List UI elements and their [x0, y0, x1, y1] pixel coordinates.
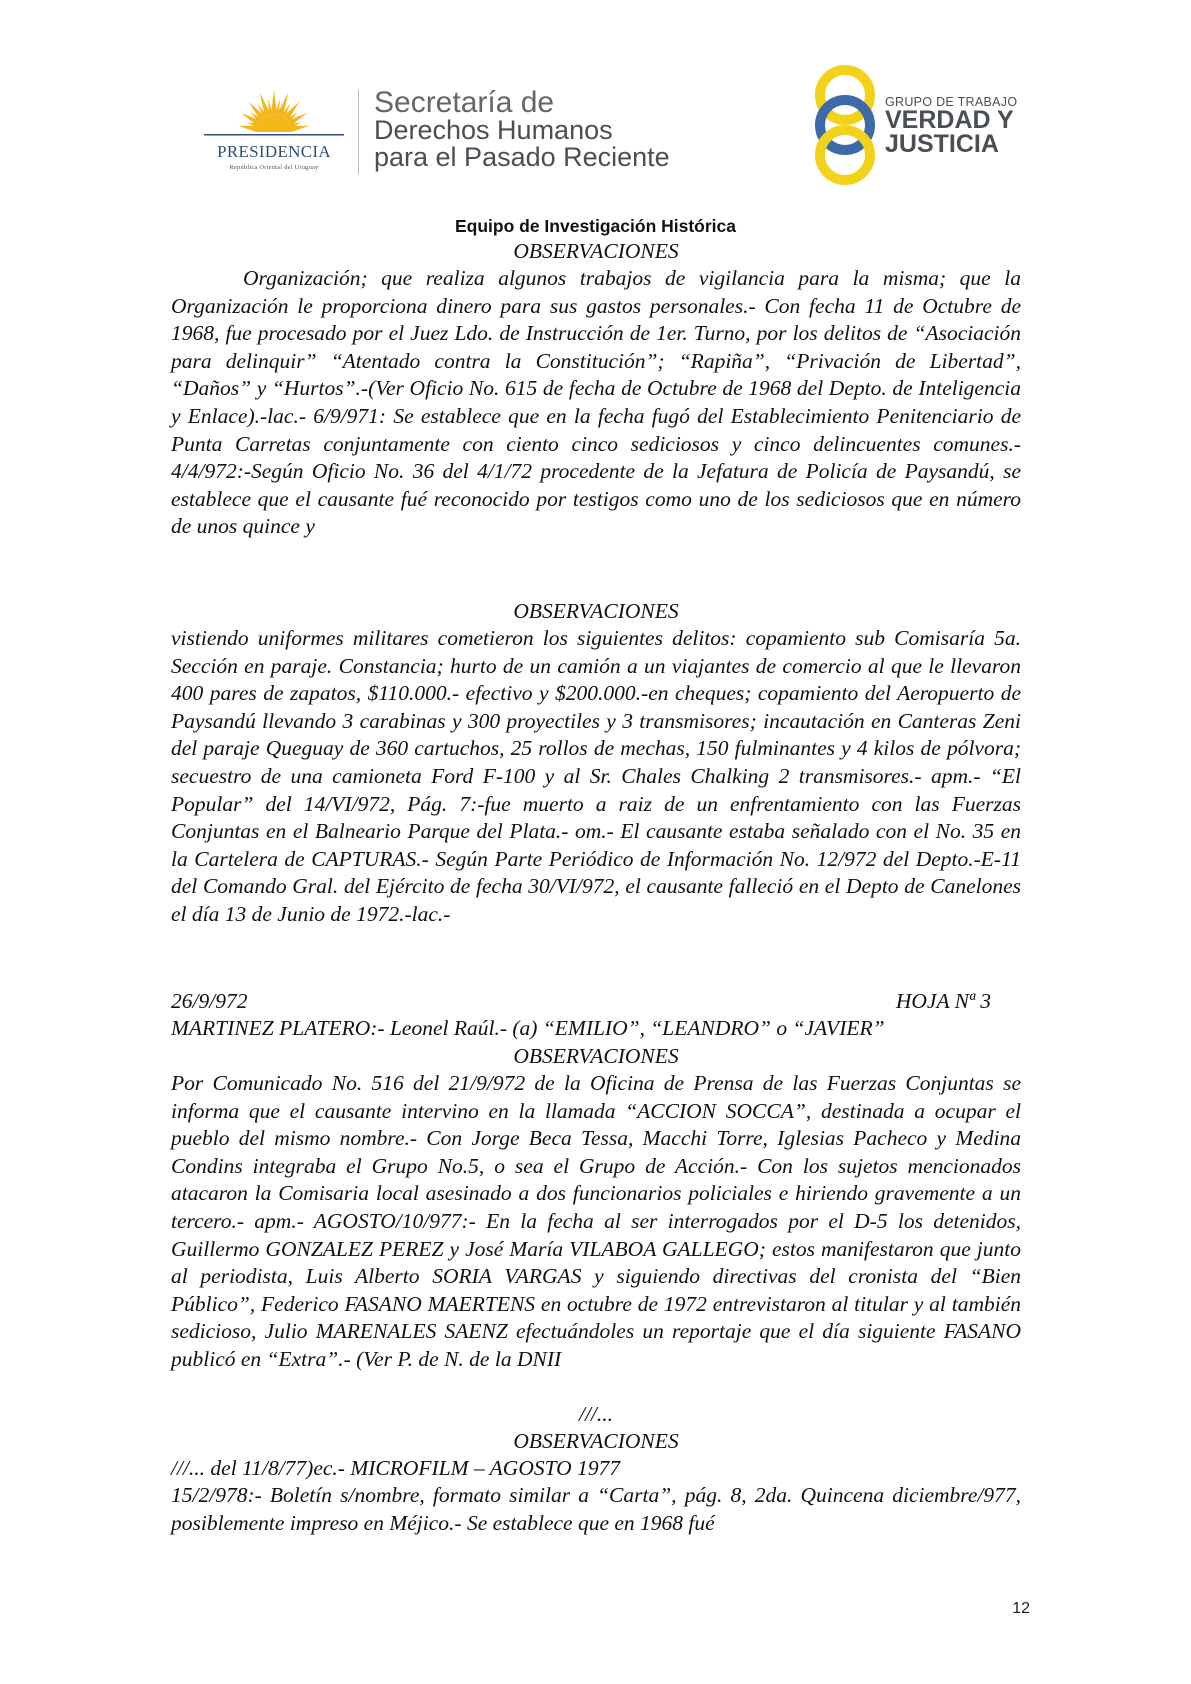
subject-name: MARTINEZ PLATERO:- Leonel Raúl.- (a) “EMILIO”, “LEANDRO” o “JAVIER”	[171, 1016, 885, 1040]
paragraph-2: vistiendo uniformes militares cometieron los siguientes delitos: copamiento sub Comisaría 5a. Sección en paraje. Constancia; hurto de un camión a un viajantes de comercio al que le llevaron 400 pares de zapatos, $110.000.- efectivo y $200.000.-en cheques; copamiento del Aeropuerto de Paysandú llevando 3 carabinas y 300 proyectiles y 3 transmisores; incautación en Canteras Zeni del paraje Queguay de 360 cartuchos, 25 rollos de mechas, 150 fulminantes y 4 kilos de pólvora; secuestro de una camioneta Ford F-100 y al Sr. Chales Chalking 2 transmisores.- apm.- “El Popular” del 14/VI/972, Pág. 7:-fue muerto a raiz de un enfrentamiento con las Fuerzas Conjuntas en el Balneario Parque del Plata.- om.- El causante estaba señalado con el No. 35 en la Cartelera de CAPTURAS.- Según Parte Periódico de Información No. 12/972 del Depto.-E-11 del Comando Gral. del Ejército de fecha 30/VI/972, el causante falleció en el Depto de Canelones el día 13 de Junio de 1972.-lac.-	[171, 626, 1021, 926]
gt-title-line-2: JUSTICIA	[885, 130, 999, 158]
sun-icon	[198, 82, 350, 142]
section-heading-1: OBSERVACIONES	[513, 239, 679, 263]
continuation-line: ///... del 11/8/77)ec.- MICROFILM – AGOSTO 1977	[171, 1456, 621, 1480]
paragraph-1: Organización; que realiza algunos trabajos de vigilancia para la misma; que la Organización le proporciona dinero para sus gastos personales.- Con fecha 11 de Octubre de 1968, fue procesado por el Juez Ldo. de Instrucción de 1er. Turno, por los delitos de “Asociación para delinquir” “Atentado contra la Constitución”; “Rapiña”, “Privación de Libertad”, “Daños” y “Hurtos”.-(Ver Oficio No. 615 de fecha de Octubre de 1968 del Depto. de Inteligencia y Enlace).-lac.- 6/9/971: Se establece que en la fecha fugó del Establecimiento Penitenciario de Punta Carretas conjuntamente con ciento cinco sediciosos y cinco delincuentes comunes.- 4/4/972:-Según Oficio No. 36 del 4/1/72 procedente de la Jefatura de Policía de Paysandú, se establece que el causante fué reconocido por testigos como uno de los sediciosos que en número de unos quince y	[171, 266, 1021, 539]
section-heading-4: OBSERVACIONES	[513, 1429, 679, 1453]
sheet-number: HOJA Nª 3	[895, 989, 991, 1013]
paragraph-3: Por Comunicado No. 516 del 21/9/972 de la Oficina de Prensa de las Fuerzas Conjuntas se informa que el causante intervino en la llamada “ACCION SOCCA”, destinada a ocupar el pueblo del mismo nombre.- Con Jorge Beca Tessa, Macchi Torre, Iglesias Pacheco y Medina Condins integraba el Grupo No.5, o sea el Grupo de Acción.- Con los sujetos mencionados atacaron la Comisaria local asesinado a dos funcionarios policiales e hiriendo gravemente a un tercero.- apm.- AGOSTO/10/977:- En la fecha al ser interrogados por el D-5 los detenidos, Guillermo GONZALEZ PEREZ y José María VILABOA GALLEGO; estos manifestaron que junto al periodista, Luis Alberto SORIA VARGAS y siguiendo directivas del cronista del “Bien Público”, Federico FASANO MAERTENS en octubre de 1972 entrevistaron al titular y al también sedicioso, Julio MARENALES SAENZ efectuándoles un reportaje que el día siguiente FASANO publicó en “Extra”.- (Ver P. de N. de la DNII	[171, 1071, 1021, 1371]
presidencia-label: PRESIDENCIA	[217, 142, 331, 161]
page-number: 12	[1012, 1600, 1030, 1617]
section-heading-3: OBSERVACIONES	[513, 1044, 679, 1068]
entry-date: 26/9/972	[171, 989, 248, 1013]
gt-title-line-1: VERDAD Y	[885, 106, 1014, 134]
verdad-justicia-logo	[805, 60, 1025, 190]
gt-subtitle: GRUPO DE TRABAJO	[885, 95, 1018, 109]
presidencia-logo	[198, 82, 350, 178]
secretaria-title	[374, 88, 670, 171]
paragraph-4: 15/2/978:- Boletín s/nombre, formato similar a “Carta”, pág. 8, 2da. Quincena diciembre/977, posiblemente impreso en Méjico.- Se establece que en 1968 fué	[171, 1483, 1021, 1535]
section-heading-2: OBSERVACIONES	[513, 599, 679, 623]
date-row	[171, 988, 991, 1016]
presidencia-subtitle: República Oriental del Uruguay	[229, 164, 319, 171]
rings-icon	[805, 60, 885, 190]
secretaria-line-2: Derechos Humanos	[374, 115, 613, 145]
continuation-mark: ///...	[578, 1402, 614, 1426]
secretaria-line-1: Secretaría de	[374, 86, 555, 119]
team-heading: Equipo de Investigación Histórica	[454, 216, 737, 236]
header-divider	[358, 90, 359, 174]
secretaria-line-3: para el Pasado Reciente	[374, 142, 670, 172]
